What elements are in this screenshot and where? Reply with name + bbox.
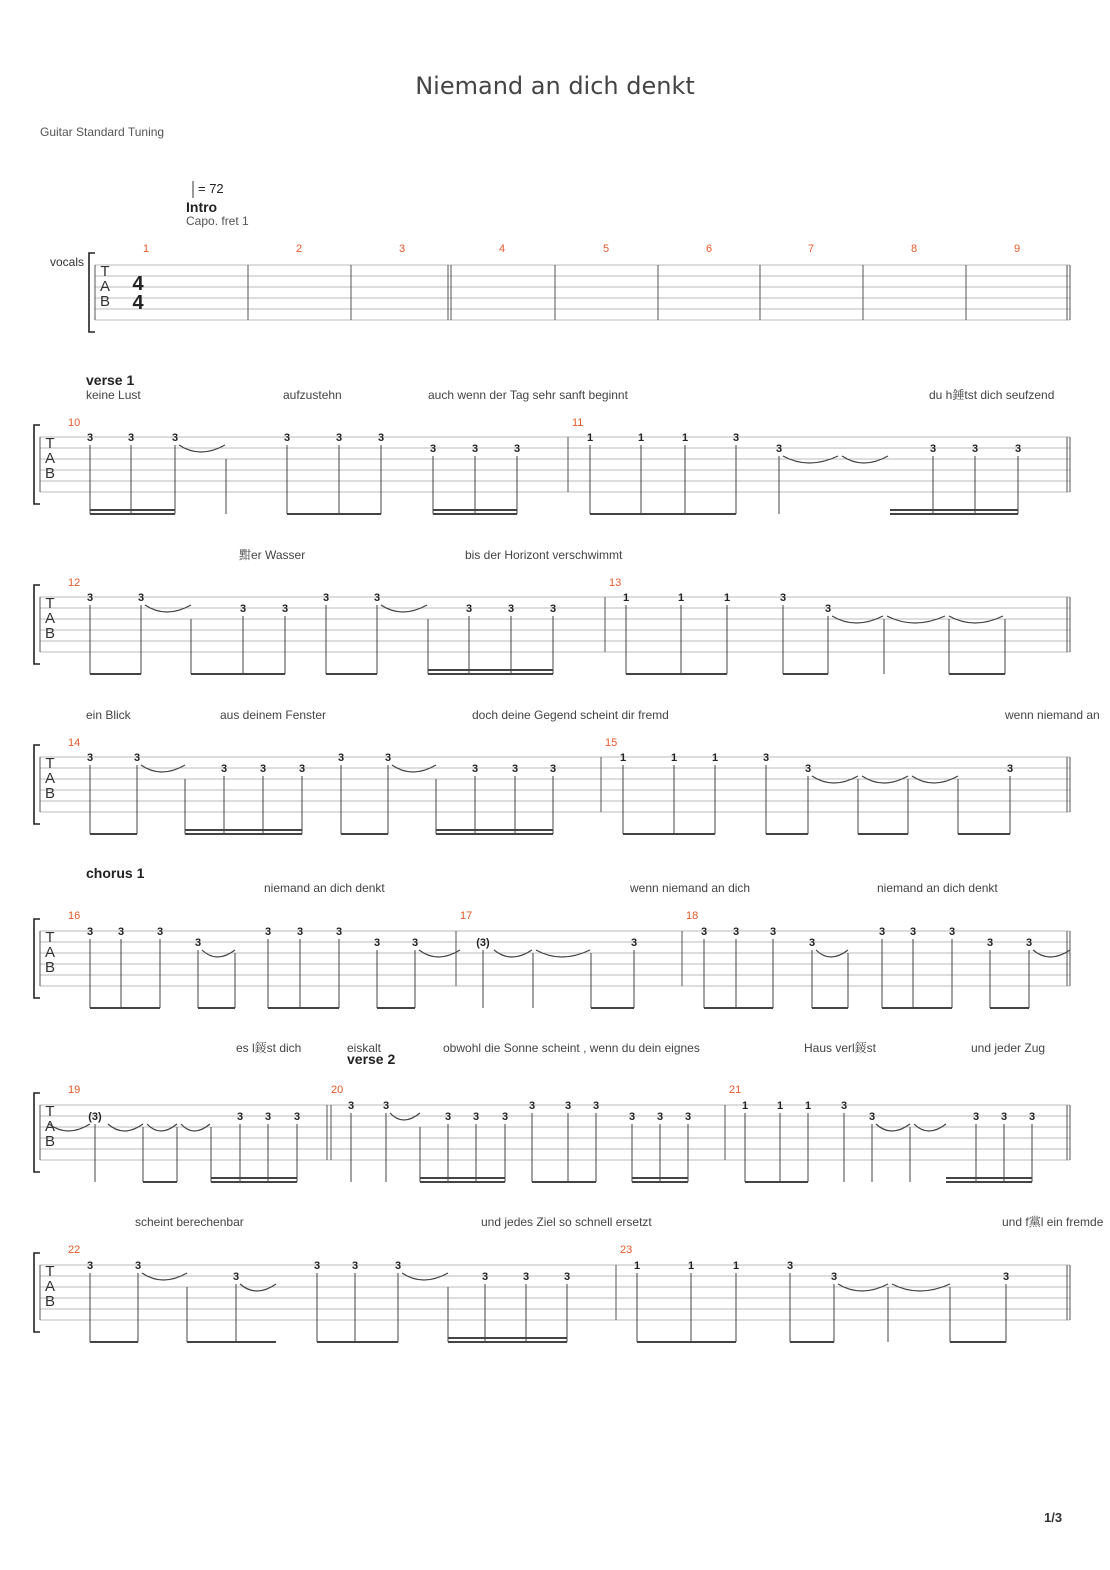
- measure-number: 22: [68, 1244, 81, 1256]
- measure-number: 16: [68, 910, 81, 922]
- system-bracket: [34, 1253, 40, 1332]
- fret-number: 3: [501, 1111, 509, 1123]
- measure-number: 18: [686, 910, 699, 922]
- fret-number: 3: [335, 432, 343, 444]
- tab-clef-letter: B: [44, 1133, 56, 1150]
- fret-number: 3: [522, 1271, 530, 1283]
- tab-clef-letter: A: [99, 278, 111, 295]
- fret-number: 3: [564, 1100, 572, 1112]
- tab-clef-letter: A: [44, 610, 56, 627]
- fret-number: 3: [824, 603, 832, 615]
- measure-number: 10: [68, 417, 81, 429]
- fret-number: 3: [511, 763, 519, 775]
- fret-number: 1: [687, 1260, 695, 1272]
- fret-number: 3: [264, 1111, 272, 1123]
- fret-number: 1: [619, 752, 627, 764]
- fret-number: 3: [86, 432, 94, 444]
- fret-number: 3: [86, 926, 94, 938]
- fret-number: 3: [732, 926, 740, 938]
- lyric-text: und f黨l ein fremde: [1002, 1215, 1104, 1229]
- tab-clef-letter: B: [44, 625, 56, 642]
- fret-number: 3: [394, 1260, 402, 1272]
- system-bracket: [34, 919, 40, 998]
- lyric-text: niemand an dich denkt: [877, 881, 998, 895]
- tab-clef-letter: A: [44, 450, 56, 467]
- section-label: chorus 1: [86, 865, 145, 881]
- fret-number: 3: [283, 432, 291, 444]
- lyric-text: es l錽st dich: [236, 1041, 302, 1055]
- section-label: verse 2: [347, 1051, 396, 1067]
- fret-number: 3: [236, 1111, 244, 1123]
- lyric-text: und jedes Ziel so schnell ersetzt: [481, 1215, 652, 1229]
- measure-number: 14: [68, 737, 81, 749]
- fret-number: 1: [681, 432, 689, 444]
- section-label: verse 1: [86, 372, 135, 388]
- fret-number: 1: [622, 592, 630, 604]
- fret-number: 3: [808, 937, 816, 949]
- fret-number: 1: [804, 1100, 812, 1112]
- measure-number: 12: [68, 577, 81, 589]
- measure-number: 6: [706, 243, 713, 255]
- fret-number: 3: [986, 937, 994, 949]
- lyric-text: wenn niemand an: [1005, 708, 1100, 722]
- fret-number: 3: [133, 752, 141, 764]
- fret-number: 3: [528, 1100, 536, 1112]
- measure-number: 1: [143, 243, 150, 255]
- fret-number: 3: [592, 1100, 600, 1112]
- measure-number: 15: [605, 737, 618, 749]
- fret-number: 3: [779, 592, 787, 604]
- fret-number: 3: [471, 443, 479, 455]
- fret-number: 3: [347, 1100, 355, 1112]
- measure-number: 5: [603, 243, 610, 255]
- fret-number: 3: [1002, 1271, 1010, 1283]
- fret-number: 3: [220, 763, 228, 775]
- fret-number: 3: [127, 432, 135, 444]
- fret-number: 3: [656, 1111, 664, 1123]
- fret-number: 3: [351, 1260, 359, 1272]
- lyric-text: auch wenn der Tag sehr sanft beginnt: [428, 388, 628, 402]
- fret-number: 3: [786, 1260, 794, 1272]
- fret-number: 3: [481, 1271, 489, 1283]
- fret-number: 3: [513, 443, 521, 455]
- fret-number: 3: [134, 1260, 142, 1272]
- fret-number: 3: [259, 763, 267, 775]
- time-signature-digit: 4: [132, 292, 144, 314]
- tab-clef-letter: T: [45, 1103, 55, 1120]
- measure-number: 3: [399, 243, 406, 255]
- measure-number: 13: [609, 577, 622, 589]
- fret-number: 3: [684, 1111, 692, 1123]
- fret-number: 3: [840, 1100, 848, 1112]
- fret-number: 3: [411, 937, 419, 949]
- measure-number: 11: [572, 417, 584, 429]
- fret-number: 1: [633, 1260, 641, 1272]
- tab-clef-letter: T: [45, 755, 55, 772]
- fret-number: 3: [86, 752, 94, 764]
- lyric-text: bis der Horizont verschwimmt: [465, 548, 623, 562]
- lyric-text: eiskalt: [347, 1041, 382, 1055]
- fret-number: 3: [1014, 443, 1022, 455]
- fret-number: 3: [313, 1260, 321, 1272]
- fret-number: 3: [264, 926, 272, 938]
- capo-label: Capo. fret 1: [186, 214, 249, 228]
- fret-number: 3: [775, 443, 783, 455]
- fret-number: 3: [337, 752, 345, 764]
- lyric-text: 黚er Wasser: [239, 548, 306, 562]
- fret-number: 3: [1006, 763, 1014, 775]
- fret-number: 3: [471, 763, 479, 775]
- fret-number: 3: [948, 926, 956, 938]
- fret-number: 3: [549, 763, 557, 775]
- lyric-text: niemand an dich denkt: [264, 881, 385, 895]
- fret-number: 3: [86, 1260, 94, 1272]
- fret-number: 3: [868, 1111, 876, 1123]
- measure-number: 8: [911, 243, 918, 255]
- fret-number: 3: [373, 937, 381, 949]
- measure-number: 23: [620, 1244, 633, 1256]
- fret-number: 3: [830, 1271, 838, 1283]
- fret-number: 3: [137, 592, 145, 604]
- fret-number: 1: [637, 432, 645, 444]
- fret-number: 3: [384, 752, 392, 764]
- tab-clef-letter: T: [45, 929, 55, 946]
- lyric-text: und jeder Zug: [971, 1041, 1046, 1055]
- fret-number: 1: [586, 432, 594, 444]
- tempo-marking: = 72: [198, 181, 224, 196]
- fret-number: 3: [298, 763, 306, 775]
- fret-number: 3: [171, 432, 179, 444]
- page-number: 1/3: [1044, 1510, 1063, 1525]
- fret-number: 3: [971, 443, 979, 455]
- tab-clef-letter: A: [44, 770, 56, 787]
- fret-number: 1: [670, 752, 678, 764]
- tab-clef-letter: A: [44, 1118, 56, 1135]
- fret-number: 1: [741, 1100, 749, 1112]
- fret-number: 3: [465, 603, 473, 615]
- measure-number: 17: [460, 910, 473, 922]
- fret-number: 3: [377, 432, 385, 444]
- tab-clef-letter: T: [100, 263, 110, 280]
- tab-clef-letter: A: [44, 1278, 56, 1295]
- system-bracket: [34, 425, 40, 504]
- fret-number: 3: [86, 592, 94, 604]
- measure-number: 19: [68, 1084, 81, 1096]
- fret-number: 3: [929, 443, 937, 455]
- time-signature-digit: 4: [132, 273, 144, 295]
- tab-clef-letter: T: [45, 435, 55, 452]
- fret-number: 3: [322, 592, 330, 604]
- fret-number: 3: [296, 926, 304, 938]
- track-name: vocals: [50, 255, 85, 269]
- score-title: Niemand an dich denkt: [415, 72, 695, 100]
- fret-number: 3: [732, 432, 740, 444]
- lyric-text: aufzustehn: [283, 388, 342, 402]
- fret-number: 1: [732, 1260, 740, 1272]
- fret-number: 3: [804, 763, 812, 775]
- fret-number: 1: [723, 592, 731, 604]
- measure-number: 21: [729, 1084, 742, 1096]
- fret-number: 3: [762, 752, 770, 764]
- fret-number: 3: [472, 1111, 480, 1123]
- fret-number: 3: [909, 926, 917, 938]
- fret-number: 3: [117, 926, 125, 938]
- fret-number: 3: [232, 1271, 240, 1283]
- lyric-text: Haus verl錽st: [804, 1041, 877, 1055]
- system-bracket: [34, 1093, 40, 1172]
- tab-clef-letter: B: [44, 785, 56, 802]
- fret-number: (3): [476, 937, 490, 949]
- measure-number: 20: [331, 1084, 344, 1096]
- fret-number: 3: [335, 926, 343, 938]
- lyric-text: doch deine Gegend scheint dir fremd: [472, 708, 669, 722]
- lyric-text: obwohl die Sonne scheint , wenn du dein eignes: [443, 1041, 700, 1055]
- tab-clef-letter: T: [45, 1263, 55, 1280]
- fret-number: 3: [444, 1111, 452, 1123]
- fret-number: 3: [281, 603, 289, 615]
- fret-number: 3: [239, 603, 247, 615]
- lyric-text: wenn niemand an dich: [630, 881, 751, 895]
- fret-number: 3: [700, 926, 708, 938]
- lyric-text: aus deinem Fenster: [220, 708, 327, 722]
- fret-number: 3: [429, 443, 437, 455]
- fret-number: 3: [630, 937, 638, 949]
- fret-number: 3: [373, 592, 381, 604]
- lyric-text: scheint berechenbar: [135, 1215, 244, 1229]
- fret-number: 3: [507, 603, 515, 615]
- fret-number: (3): [88, 1111, 102, 1123]
- fret-number: 3: [1025, 937, 1033, 949]
- fret-number: 3: [549, 603, 557, 615]
- fret-number: 3: [628, 1111, 636, 1123]
- fret-number: 1: [776, 1100, 784, 1112]
- measure-number: 2: [296, 243, 303, 255]
- tab-clef-letter: A: [44, 944, 56, 961]
- tab-clef-letter: B: [99, 293, 111, 310]
- system-bracket: [34, 745, 40, 824]
- fret-number: 3: [769, 926, 777, 938]
- fret-number: 3: [1000, 1111, 1008, 1123]
- measure-number: 9: [1014, 243, 1021, 255]
- fret-number: 3: [878, 926, 886, 938]
- fret-number: 3: [563, 1271, 571, 1283]
- lyric-text: keine Lust: [86, 388, 141, 402]
- system-bracket: [34, 585, 40, 664]
- fret-number: 1: [677, 592, 685, 604]
- measure-number: 4: [499, 243, 506, 255]
- tuning-label: Guitar Standard Tuning: [40, 125, 165, 139]
- fret-number: 3: [1028, 1111, 1036, 1123]
- fret-number: 1: [711, 752, 719, 764]
- fret-number: 3: [293, 1111, 301, 1123]
- tab-clef-letter: B: [44, 1293, 56, 1310]
- tab-clef-letter: T: [45, 595, 55, 612]
- measure-number: 7: [808, 243, 815, 255]
- lyric-text: du h錘tst dich seufzend: [929, 388, 1055, 402]
- system-bracket: [89, 253, 95, 332]
- section-label: Intro: [186, 199, 218, 215]
- fret-number: 3: [194, 937, 202, 949]
- fret-number: 3: [972, 1111, 980, 1123]
- fret-number: 3: [382, 1100, 390, 1112]
- tab-clef-letter: B: [44, 959, 56, 976]
- lyric-text: ein Blick: [86, 708, 131, 722]
- tab-clef-letter: B: [44, 465, 56, 482]
- fret-number: 3: [156, 926, 164, 938]
